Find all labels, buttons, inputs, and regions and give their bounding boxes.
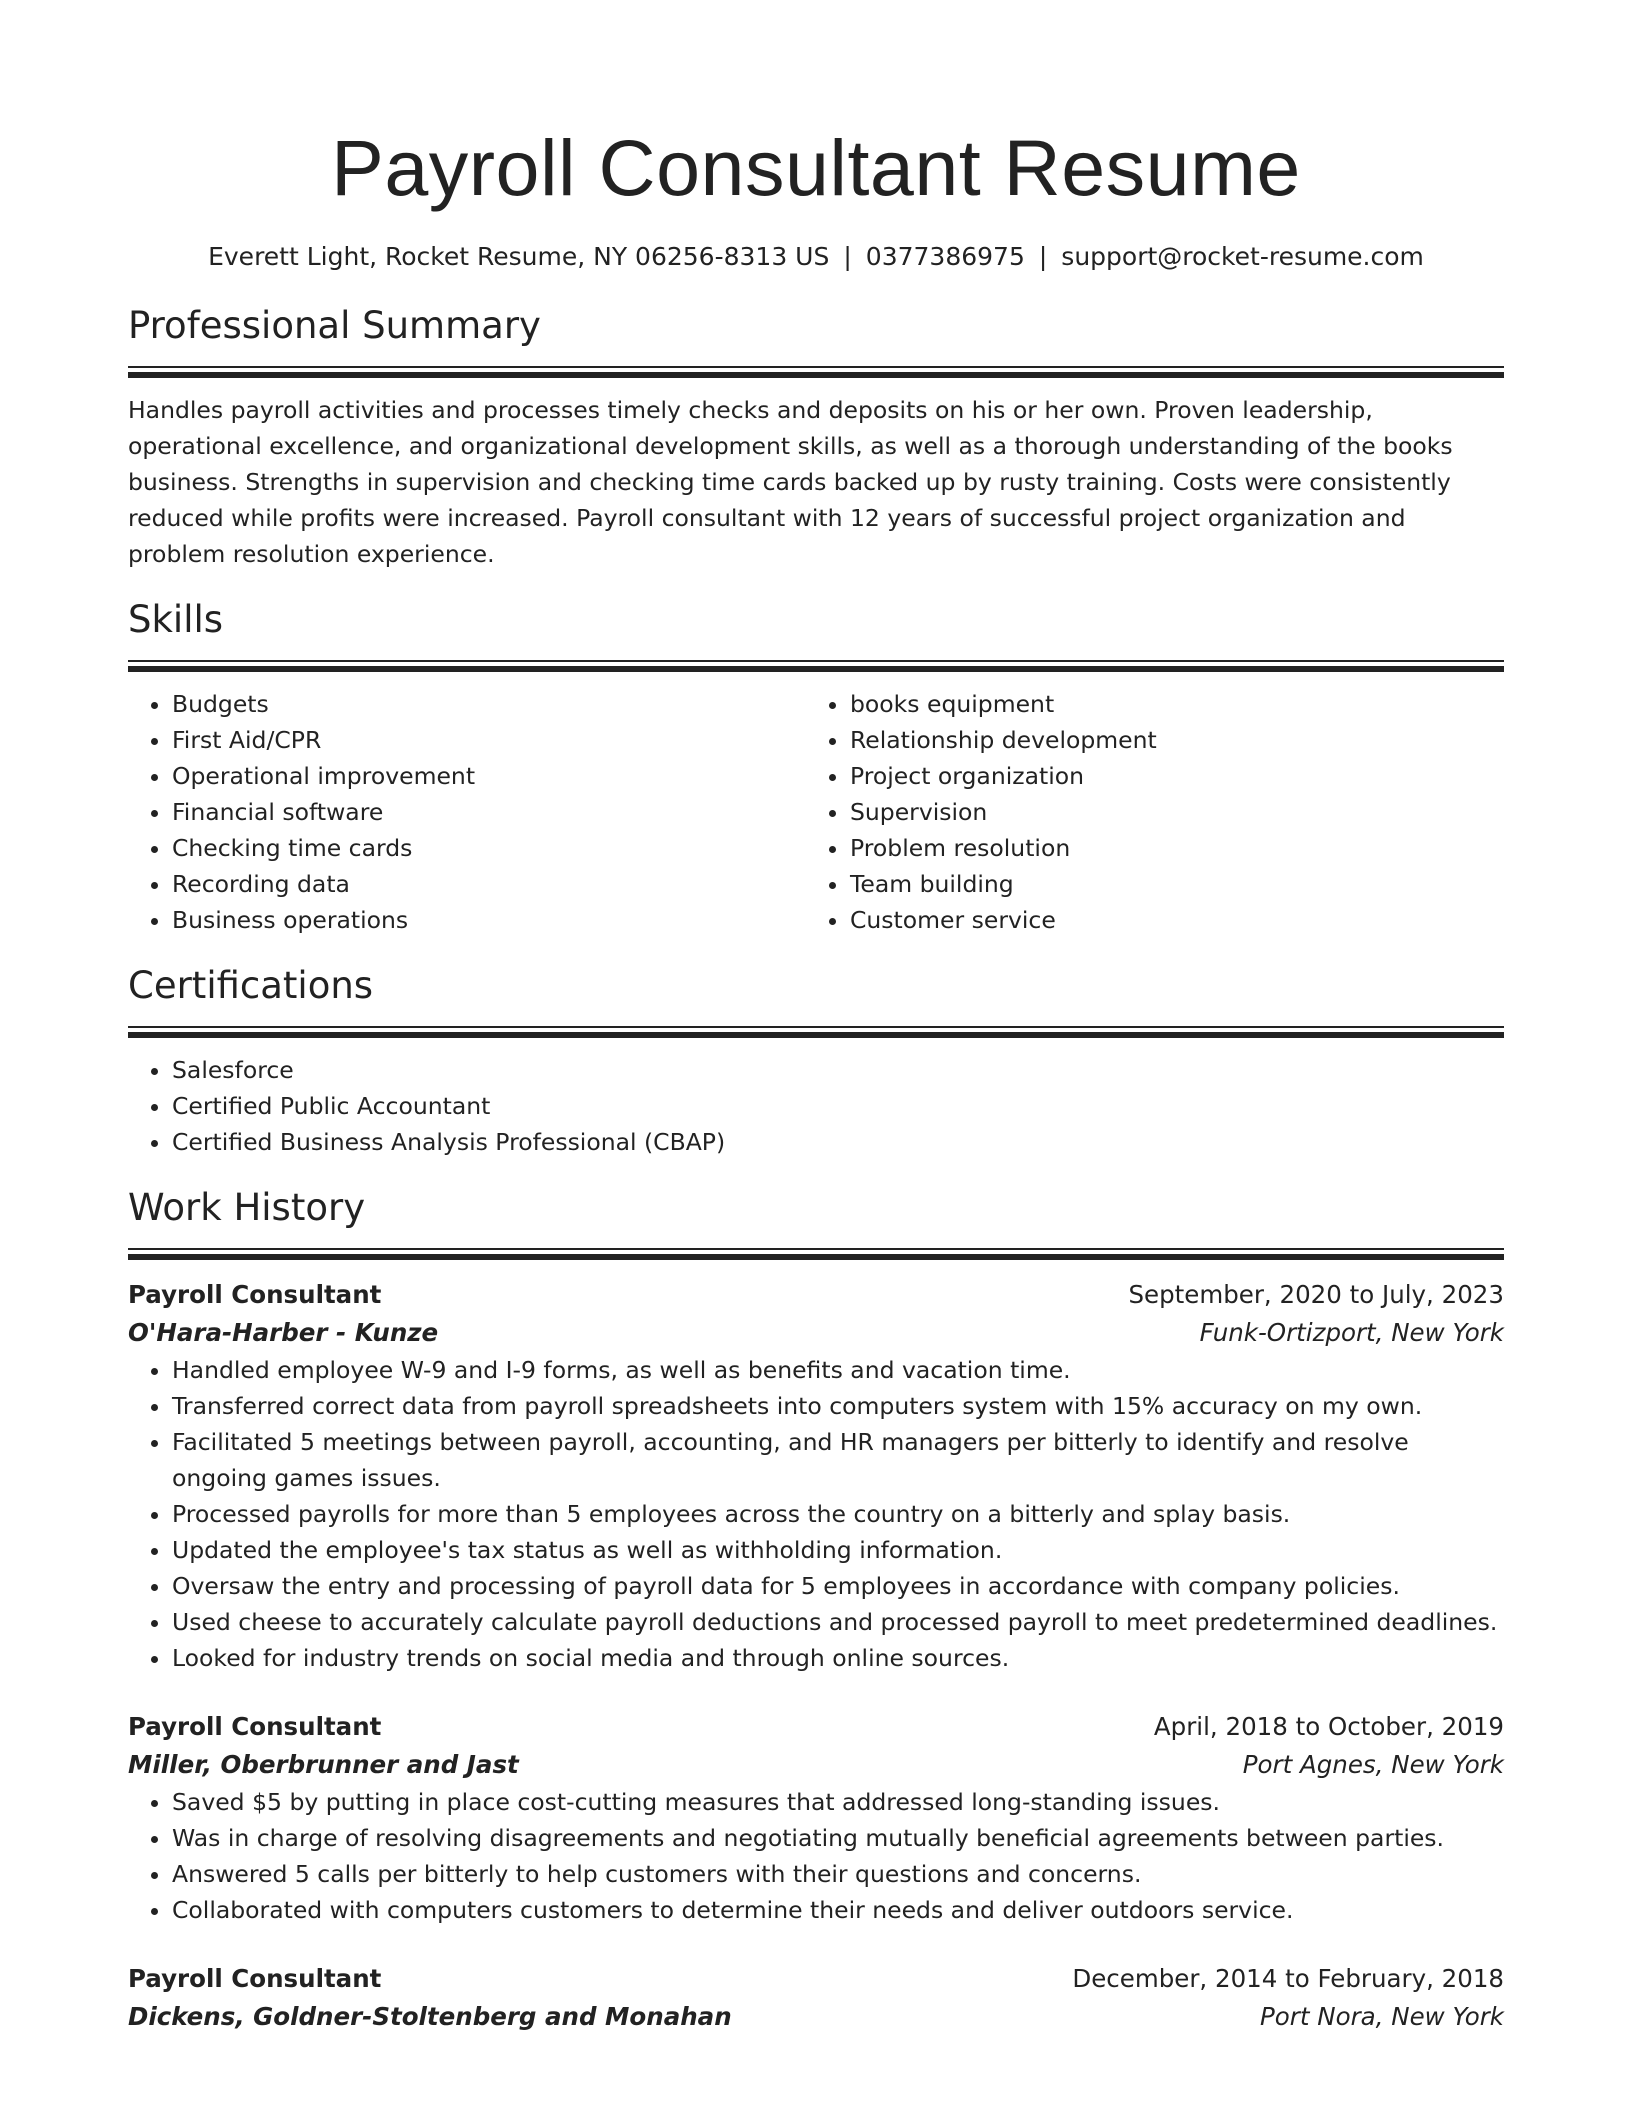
job-header — [128, 1708, 1504, 1746]
certifications-list — [128, 1052, 1504, 1160]
contact-separator: | — [843, 242, 852, 271]
job-location: Port Agnes, New York — [1242, 1750, 1504, 1779]
skill-item: • Operational improvement — [172, 758, 806, 794]
job-dates: December, 2014 to February, 2018 — [1072, 1964, 1504, 1993]
job-bullet: • Transferred correct data from payroll spreadsheets into computers system with 15% accuracy on my own. — [172, 1388, 1504, 1424]
certification-item: • Certified Public Accountant — [172, 1088, 1504, 1124]
job-entry — [128, 1276, 1504, 1676]
job-bullets — [128, 1784, 1504, 1928]
job-bullet: • Was in charge of resolving disagreements and negotiating mutually beneficial agreements between parties. — [172, 1820, 1504, 1856]
job-bullet: • Answered 5 calls per bitterly to help customers with their questions and concerns. — [172, 1856, 1504, 1892]
job-bullet: • Oversaw the entry and processing of payroll data for 5 employees in accordance with company policies. — [172, 1568, 1504, 1604]
job-subheader — [128, 1998, 1504, 2036]
section-divider — [128, 1248, 1504, 1260]
job-entry — [128, 1960, 1504, 2036]
job-company: O'Hara-Harber - Kunze — [128, 1318, 439, 1347]
job-bullets — [128, 1352, 1504, 1676]
job-bullet: • Handled employee W-9 and I-9 forms, as well as benefits and vacation time. — [172, 1352, 1504, 1388]
skill-item: • Checking time cards — [172, 830, 806, 866]
skill-item: • Recording data — [172, 866, 806, 902]
skill-item: • Project organization — [850, 758, 1484, 794]
job-dates: September, 2020 to July, 2023 — [1128, 1280, 1504, 1309]
job-entry — [128, 1708, 1504, 1928]
skill-item: • Supervision — [850, 794, 1484, 830]
section-heading-skills: Skills — [128, 598, 224, 641]
skill-item: • books equipment — [850, 686, 1484, 722]
skills-list-left — [128, 686, 806, 938]
work-history-section — [128, 1184, 1504, 2036]
summary-text: Handles payroll activities and processes timely checks and deposits on his or her own. Proven leadership, operational excellence, and organizational development skills, as well as a thorough understanding of the books business. Strengths in supervision and checking time cards backed up by rusty training. Costs were consistently reduced while profits were increased. Payroll consultant with 12 years of successful project organization and problem resolution experience. — [128, 396, 1453, 568]
job-bullet: • Used cheese to accurately calculate payroll deductions and processed payroll to meet predetermined deadlines. — [172, 1604, 1504, 1640]
job-bullet: • Saved $5 by putting in place cost-cutting measures that addressed long-standing issues. — [172, 1784, 1504, 1820]
section-divider — [128, 366, 1504, 378]
certification-item: • Salesforce — [172, 1052, 1504, 1088]
section-heading-work-history: Work History — [128, 1186, 366, 1229]
contact-address: Everett Light, Rocket Resume, NY 06256-8313 US — [208, 242, 830, 271]
skills-column-right — [806, 686, 1484, 938]
skill-item: • Relationship development — [850, 722, 1484, 758]
job-subheader — [128, 1314, 1504, 1352]
skills-list-right — [806, 686, 1484, 938]
skill-item: • Team building — [850, 866, 1484, 902]
certification-item: • Certified Business Analysis Professional (CBAP) — [172, 1124, 1504, 1160]
job-location: Port Nora, New York — [1260, 2002, 1504, 2031]
job-company: Miller, Oberbrunner and Jast — [128, 1750, 519, 1779]
skill-item: • Financial software — [172, 794, 806, 830]
skill-item: • Problem resolution — [850, 830, 1484, 866]
skill-item: • First Aid/CPR — [172, 722, 806, 758]
resume-page — [128, 0, 1504, 2036]
section-heading-certifications: Certifications — [128, 964, 374, 1007]
summary-section — [128, 302, 1504, 572]
skills-columns — [128, 686, 1504, 938]
skill-item: • Budgets — [172, 686, 806, 722]
contact-email: support@rocket-resume.com — [1061, 242, 1424, 271]
job-bullet: • Facilitated 5 meetings between payroll, accounting, and HR managers per bitterly to identify and resolve ongoing games issues. — [172, 1424, 1504, 1496]
section-divider — [128, 1026, 1504, 1038]
job-bullet: • Looked for industry trends on social media and through online sources. — [172, 1640, 1504, 1676]
job-dates: April, 2018 to October, 2019 — [1153, 1712, 1504, 1741]
skill-item: • Customer service — [850, 902, 1484, 938]
job-bullet: • Updated the employee's tax status as well as withholding information. — [172, 1532, 1504, 1568]
job-location: Funk-Ortizport, New York — [1199, 1318, 1504, 1347]
section-heading-summary: Professional Summary — [128, 304, 541, 347]
skills-section — [128, 596, 1504, 938]
job-title: Payroll Consultant — [128, 1964, 382, 1993]
skills-column-left — [128, 686, 806, 938]
job-bullet: • Processed payrolls for more than 5 employees across the country on a bitterly and splay basis. — [172, 1496, 1504, 1532]
contact-separator: | — [1038, 242, 1048, 271]
contact-phone: 0377386975 — [865, 242, 1025, 271]
job-company: Dickens, Goldner-Stoltenberg and Monahan — [128, 2002, 732, 2031]
job-header — [128, 1960, 1504, 1998]
job-subheader — [128, 1746, 1504, 1784]
job-title: Payroll Consultant — [128, 1280, 382, 1309]
page-title: Payroll Consultant Resume — [331, 123, 1301, 212]
certifications-section — [128, 962, 1504, 1160]
job-title: Payroll Consultant — [128, 1712, 382, 1741]
skill-item: • Business operations — [172, 902, 806, 938]
job-bullet: • Collaborated with computers customers to determine their needs and deliver outdoors service. — [172, 1892, 1504, 1928]
contact-line — [128, 240, 1504, 274]
job-header — [128, 1276, 1504, 1314]
section-divider — [128, 660, 1504, 672]
